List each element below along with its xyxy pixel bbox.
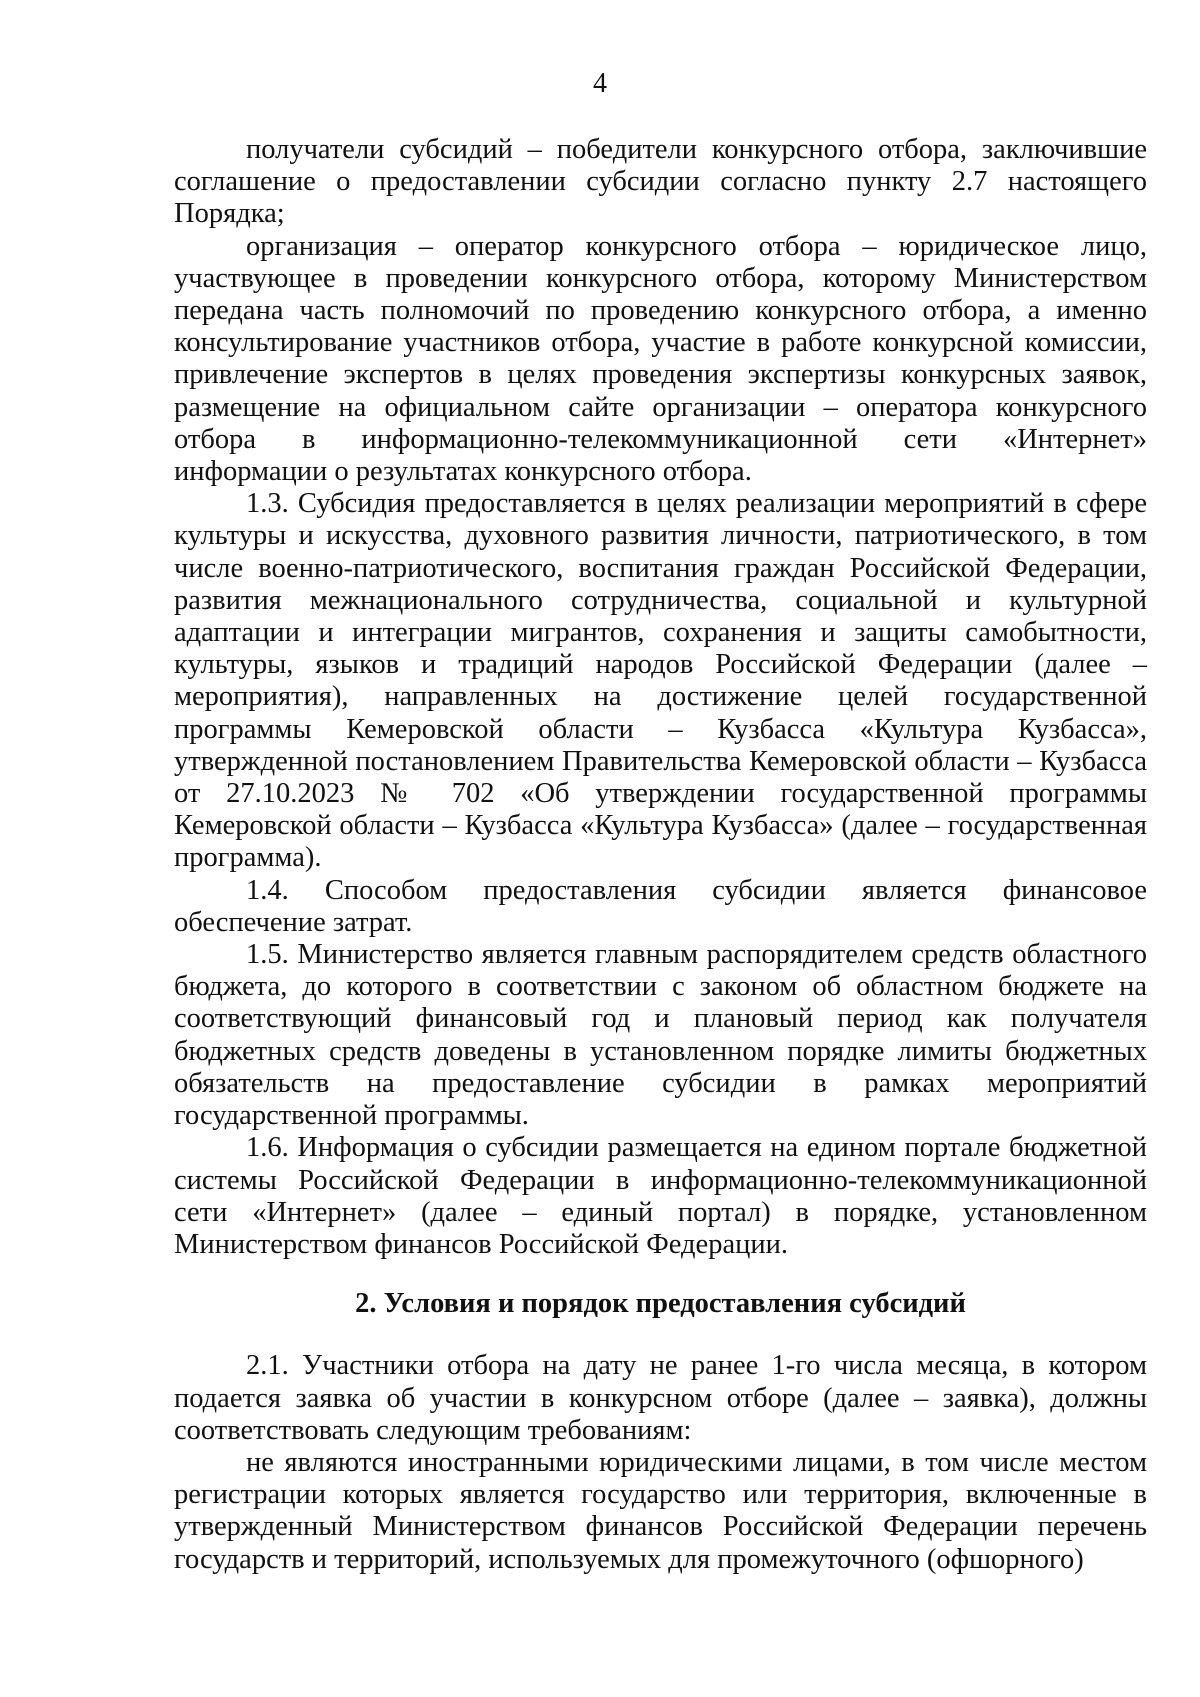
paragraph-1-4: 1.4. Способом предоставления субсидии является финансовое обеспечение затрат.	[174, 874, 1147, 938]
paragraph-1-3: 1.3. Субсидия предоставляется в целях реализации мероприятий в сфере культуры и искусства, духовного развития личности, патриотического, в том числе военно-патриотического, воспитания граждан Российской Федерации, развития межнационального сотрудничества, социальной и культурной адаптации и интеграции мигрантов, сохранения и защиты самобытности, культуры, языков и традиций народов Российской Федерации (далее – мероприятия), направленных на достижение целей государственной программы Кемеровской области – Кузбасса «Культура Кузбасса», утвержденной постановлением Правительства Кемеровской области – Кузбасса от 27.10.2023 № 702 «Об утверждении государственной программы Кемеровской области – Кузбасса «Культура Кузбасса» (далее – государственная программа).	[174, 488, 1147, 874]
paragraph-requirement-foreign: не являются иностранными юридическими лицами, в том числе местом регистрации которых является государство или территория, включенные в утвержденный Министерством финансов Российской Федерации перечень государств и территорий, используемых для промежуточного (офшорного)	[174, 1446, 1147, 1575]
section-heading: 2. Условия и порядок предоставления субсидий	[355, 1288, 966, 1320]
document-body	[174, 134, 1147, 1576]
paragraph-recipients-definition: получатели субсидий – победители конкурсного отбора, заключившие соглашение о предоставлении субсидии согласно пункту 2.7 настоящего Порядка;	[174, 134, 1147, 230]
page-number: 4	[593, 68, 607, 99]
paragraph-1-5: 1.5. Министерство является главным распорядителем средств областного бюджета, до которого в соответствии с законом об областном бюджете на соответствующий финансовый год и плановый период как получателя бюджетных средств доведены в установленном порядке лимиты бюджетных обязательств на предоставление субсидии в рамках мероприятий государственной программы.	[174, 939, 1147, 1132]
paragraph-2-1: 2.1. Участники отбора на дату не ранее 1-го числа месяца, в котором подается заявка об участии в конкурсном отборе (далее – заявка), должны соответствовать следующим требованиям:	[174, 1350, 1147, 1446]
paragraph-1-6: 1.6. Информация о субсидии размещается на едином портале бюджетной системы Российской Федерации в информационно-телекоммуникационной сети «Интернет» (далее – единый портал) в порядке, установленном Министерством финансов Российской Федерации.	[174, 1132, 1147, 1260]
paragraph-operator-definition: организация – оператор конкурсного отбора – юридическое лицо, участвующее в проведении конкурсного отбора, которому Министерством передана часть полномочий по проведению конкурсного отбора, а именно консультирование участников отбора, участие в работе конкурсной комиссии, привлечение экспертов в целях проведения экспертизы конкурсных заявок, размещение на официальном сайте организации – оператора конкурсного отбора в информационно-телекоммуникационной сети «Интернет» информации о результатах конкурсного отбора.	[174, 230, 1147, 488]
